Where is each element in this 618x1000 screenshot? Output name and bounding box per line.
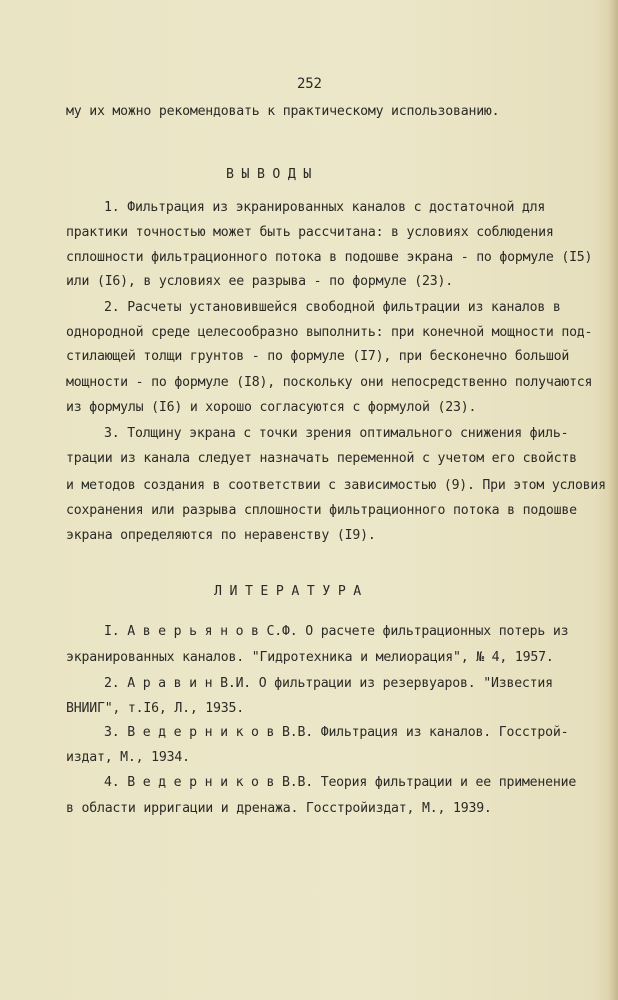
reference-line: ВНИИГ", т.I6, Л., 1935. xyxy=(66,701,245,716)
conclusion-line: 3. Толщину экрана с точки зрения оптимального снижения филь- xyxy=(104,426,569,441)
conclusion-line: стилающей толщи грунтов - по формуле (I7), при бесконечно большой xyxy=(66,349,570,364)
conclusion-line: или (I6), в условиях ее разрыва - по формуле (23). xyxy=(66,274,453,289)
page-number: 252 xyxy=(297,76,322,92)
conclusion-line: практики точностью может быть рассчитана: в условиях соблюдения xyxy=(66,225,554,240)
conclusion-line: и методов создания в соответствии с зависимостью (9). При этом условия xyxy=(66,478,606,493)
reference-line: издат, М., 1934. xyxy=(66,750,190,765)
conclusion-line: экрана определяются по неравенству (I9). xyxy=(66,528,376,543)
conclusion-line: 2. Расчеты установившейся свободной фильтрации из каналов в xyxy=(104,300,561,315)
conclusion-line: 1. Фильтрация из экранированных каналов с достаточной для xyxy=(104,200,546,215)
reference-line: I. А в е р ь я н о в С.Ф. О расчете фильтрационных потерь из xyxy=(104,624,569,639)
conclusion-line: трации из канала следует назначать переменной с учетом его свойств xyxy=(66,451,577,466)
conclusion-line: сплошности фильтрационного потока в подошве экрана - по формуле (I5) xyxy=(66,250,593,265)
conclusion-line: однородной среде целесообразно выполнить: при конечной мощности под- xyxy=(66,325,593,340)
page-edge-shadow xyxy=(608,0,618,1000)
intro-line: му их можно рекомендовать к практическому использованию. xyxy=(66,104,500,119)
reference-line: 2. А р а в и н В.И. О фильтрации из резервуаров. "Известия xyxy=(104,676,553,691)
literature-heading: Л И Т Е Р А Т У Р А xyxy=(214,584,362,599)
reference-line: 4. В е д е р н и к о в В.В. Теория фильтрации и ее применение xyxy=(104,775,577,790)
conclusion-line: мощности - по формуле (I8), поскольку они непосредственно получаются xyxy=(66,375,593,390)
conclusion-line: из формулы (I6) и хорошо согласуются с формулой (23). xyxy=(66,400,477,415)
reference-line: экранированных каналов. "Гидротехника и мелиорация", № 4, 1957. xyxy=(66,650,554,665)
reference-line: в области ирригации и дренажа. Госстройиздат, М., 1939. xyxy=(66,801,492,816)
conclusion-line: сохранения или разрыва сплошности фильтрационного потока в подошве xyxy=(66,503,577,518)
conclusions-heading: В Ы В О Д Ы xyxy=(226,167,312,182)
reference-line: 3. В е д е р н и к о в В.В. Фильтрация из каналов. Госстрой- xyxy=(104,725,569,740)
